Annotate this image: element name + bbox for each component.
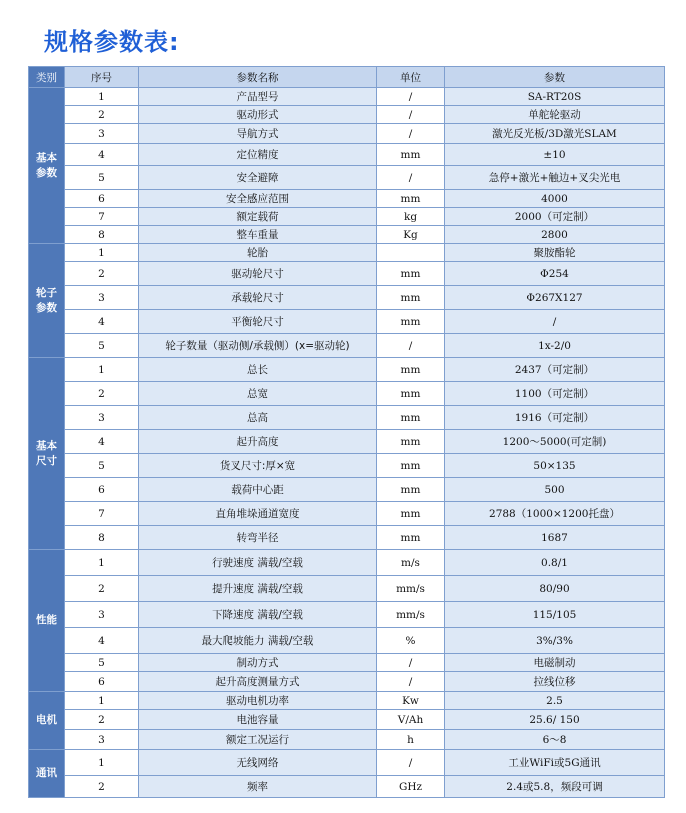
unit-cell: mm [377, 526, 445, 550]
value-cell: 6～8 [445, 730, 665, 750]
param-cell: 总长 [139, 358, 377, 382]
table-row [29, 190, 665, 208]
seq-cell: 6 [65, 672, 139, 692]
unit-cell: / [377, 334, 445, 358]
table-row [29, 750, 665, 776]
param-cell: 总宽 [139, 382, 377, 406]
seq-cell: 4 [65, 310, 139, 334]
seq-cell: 1 [65, 88, 139, 106]
value-cell: / [445, 310, 665, 334]
value-cell: SA-RT20S [445, 88, 665, 106]
table-row [29, 730, 665, 750]
seq-cell: 1 [65, 550, 139, 576]
param-cell: 安全感应范围 [139, 190, 377, 208]
unit-cell: / [377, 166, 445, 190]
value-cell: 2.5 [445, 692, 665, 710]
value-cell: 2800 [445, 226, 665, 244]
unit-cell: mm [377, 310, 445, 334]
unit-cell: / [377, 672, 445, 692]
unit-cell: mm [377, 478, 445, 502]
seq-cell: 4 [65, 628, 139, 654]
param-cell: 频率 [139, 776, 377, 798]
unit-cell: / [377, 88, 445, 106]
unit-cell: / [377, 750, 445, 776]
value-cell: 50×135 [445, 454, 665, 478]
unit-cell: GHz [377, 776, 445, 798]
param-cell: 额定载荷 [139, 208, 377, 226]
table-row [29, 502, 665, 526]
value-cell: 激光反光板/3D激光SLAM [445, 124, 665, 144]
param-cell: 直角堆垛通道宽度 [139, 502, 377, 526]
unit-cell: Kw [377, 692, 445, 710]
table-row [29, 166, 665, 190]
value-cell: 1200～5000(可定制) [445, 430, 665, 454]
param-cell: 总高 [139, 406, 377, 430]
category-cell: 性能 [29, 550, 65, 692]
table-row [29, 406, 665, 430]
value-cell: 80/90 [445, 576, 665, 602]
value-cell: Φ254 [445, 262, 665, 286]
seq-cell: 8 [65, 526, 139, 550]
value-cell: 聚胺酯轮 [445, 244, 665, 262]
value-cell: 500 [445, 478, 665, 502]
param-cell: 货叉尺寸:厚×宽 [139, 454, 377, 478]
param-cell: 转弯半径 [139, 526, 377, 550]
param-cell: 驱动电机功率 [139, 692, 377, 710]
param-cell: 轮胎 [139, 244, 377, 262]
unit-cell: mm [377, 454, 445, 478]
param-cell: 电池容量 [139, 710, 377, 730]
value-cell: 2.4或5.8，频段可调 [445, 776, 665, 798]
table-row [29, 550, 665, 576]
value-cell: 2788（1000×1200托盘） [445, 502, 665, 526]
seq-cell: 4 [65, 144, 139, 166]
unit-cell: / [377, 124, 445, 144]
value-cell: 电磁制动 [445, 654, 665, 672]
header-unit: 单位 [377, 67, 445, 88]
param-cell: 额定工况运行 [139, 730, 377, 750]
unit-cell: mm [377, 502, 445, 526]
table-row [29, 628, 665, 654]
unit-cell: mm [377, 430, 445, 454]
table-row [29, 208, 665, 226]
category-cell: 基本 尺寸 [29, 358, 65, 550]
header-value: 参数 [445, 67, 665, 88]
table-row [29, 576, 665, 602]
category-cell: 通讯 [29, 750, 65, 798]
table-row [29, 244, 665, 262]
table-row [29, 88, 665, 106]
param-cell: 承载轮尺寸 [139, 286, 377, 310]
table-header-row [29, 67, 665, 88]
page-title: 规格参数表: [44, 28, 180, 56]
seq-cell: 5 [65, 166, 139, 190]
value-cell: 2000（可定制） [445, 208, 665, 226]
seq-cell: 6 [65, 190, 139, 208]
value-cell: 25.6/ 150 [445, 710, 665, 730]
seq-cell: 6 [65, 478, 139, 502]
seq-cell: 1 [65, 244, 139, 262]
value-cell: 4000 [445, 190, 665, 208]
unit-cell: mm [377, 144, 445, 166]
table-row [29, 602, 665, 628]
table-row [29, 478, 665, 502]
param-cell: 制动方式 [139, 654, 377, 672]
table-row [29, 430, 665, 454]
seq-cell: 5 [65, 654, 139, 672]
header-seq: 序号 [65, 67, 139, 88]
param-cell: 驱动轮尺寸 [139, 262, 377, 286]
param-cell: 起升高度 [139, 430, 377, 454]
seq-cell: 4 [65, 430, 139, 454]
param-cell: 驱动形式 [139, 106, 377, 124]
seq-cell: 8 [65, 226, 139, 244]
table-row [29, 106, 665, 124]
value-cell: 单舵轮驱动 [445, 106, 665, 124]
table-row [29, 286, 665, 310]
seq-cell: 2 [65, 382, 139, 406]
seq-cell: 2 [65, 710, 139, 730]
seq-cell: 5 [65, 454, 139, 478]
param-cell: 整车重量 [139, 226, 377, 244]
seq-cell: 2 [65, 776, 139, 798]
seq-cell: 3 [65, 730, 139, 750]
unit-cell: mm [377, 286, 445, 310]
category-cell: 电机 [29, 692, 65, 750]
param-cell: 载荷中心距 [139, 478, 377, 502]
unit-cell: mm [377, 358, 445, 382]
seq-cell: 2 [65, 106, 139, 124]
param-cell: 无线网络 [139, 750, 377, 776]
value-cell: 拉线位移 [445, 672, 665, 692]
category-cell: 轮子 参数 [29, 244, 65, 358]
category-cell: 基本 参数 [29, 88, 65, 244]
seq-cell: 1 [65, 358, 139, 382]
seq-cell: 7 [65, 208, 139, 226]
unit-cell: mm [377, 262, 445, 286]
table-row [29, 334, 665, 358]
value-cell: 0.8/1 [445, 550, 665, 576]
param-cell: 行驶速度 满载/空载 [139, 550, 377, 576]
value-cell: Φ267X127 [445, 286, 665, 310]
param-cell: 提升速度 满载/空载 [139, 576, 377, 602]
table-row [29, 226, 665, 244]
unit-cell: h [377, 730, 445, 750]
table-row [29, 692, 665, 710]
value-cell: 1100（可定制） [445, 382, 665, 406]
param-cell: 安全避障 [139, 166, 377, 190]
param-cell: 轮子数量（驱动侧/承载侧）(x=驱动轮) [139, 334, 377, 358]
param-cell: 导航方式 [139, 124, 377, 144]
unit-cell: mm [377, 190, 445, 208]
param-cell: 产品型号 [139, 88, 377, 106]
table-row [29, 776, 665, 798]
value-cell: 115/105 [445, 602, 665, 628]
value-cell: 急停+激光+触边+叉尖光电 [445, 166, 665, 190]
unit-cell: % [377, 628, 445, 654]
seq-cell: 3 [65, 124, 139, 144]
seq-cell: 5 [65, 334, 139, 358]
table-row [29, 672, 665, 692]
table-row [29, 654, 665, 672]
value-cell: 工业WiFi或5G通讯 [445, 750, 665, 776]
param-cell: 最大爬坡能力 满载/空载 [139, 628, 377, 654]
table-row [29, 382, 665, 406]
unit-cell: mm/s [377, 576, 445, 602]
spec-table [28, 66, 665, 798]
unit-cell: mm [377, 406, 445, 430]
value-cell: 1916（可定制） [445, 406, 665, 430]
table-row [29, 454, 665, 478]
unit-cell: m/s [377, 550, 445, 576]
param-cell: 下降速度 满载/空载 [139, 602, 377, 628]
table-row [29, 144, 665, 166]
value-cell: 2437（可定制） [445, 358, 665, 382]
spec-table-body [29, 88, 665, 798]
table-row [29, 358, 665, 382]
unit-cell: / [377, 106, 445, 124]
table-row [29, 710, 665, 730]
header-category: 类别 [29, 67, 65, 88]
unit-cell [377, 244, 445, 262]
value-cell: 1x-2/0 [445, 334, 665, 358]
unit-cell: kg [377, 208, 445, 226]
table-row [29, 262, 665, 286]
table-row [29, 124, 665, 144]
seq-cell: 2 [65, 576, 139, 602]
param-cell: 起升高度测量方式 [139, 672, 377, 692]
unit-cell: V/Ah [377, 710, 445, 730]
unit-cell: mm/s [377, 602, 445, 628]
param-cell: 平衡轮尺寸 [139, 310, 377, 334]
value-cell: 1687 [445, 526, 665, 550]
value-cell: ±10 [445, 144, 665, 166]
seq-cell: 1 [65, 750, 139, 776]
unit-cell: Kg [377, 226, 445, 244]
table-row [29, 310, 665, 334]
table-row [29, 526, 665, 550]
seq-cell: 3 [65, 406, 139, 430]
unit-cell: / [377, 654, 445, 672]
value-cell: 3%/3% [445, 628, 665, 654]
seq-cell: 3 [65, 286, 139, 310]
seq-cell: 2 [65, 262, 139, 286]
header-param: 参数名称 [139, 67, 377, 88]
unit-cell: mm [377, 382, 445, 406]
seq-cell: 3 [65, 602, 139, 628]
param-cell: 定位精度 [139, 144, 377, 166]
seq-cell: 7 [65, 502, 139, 526]
seq-cell: 1 [65, 692, 139, 710]
